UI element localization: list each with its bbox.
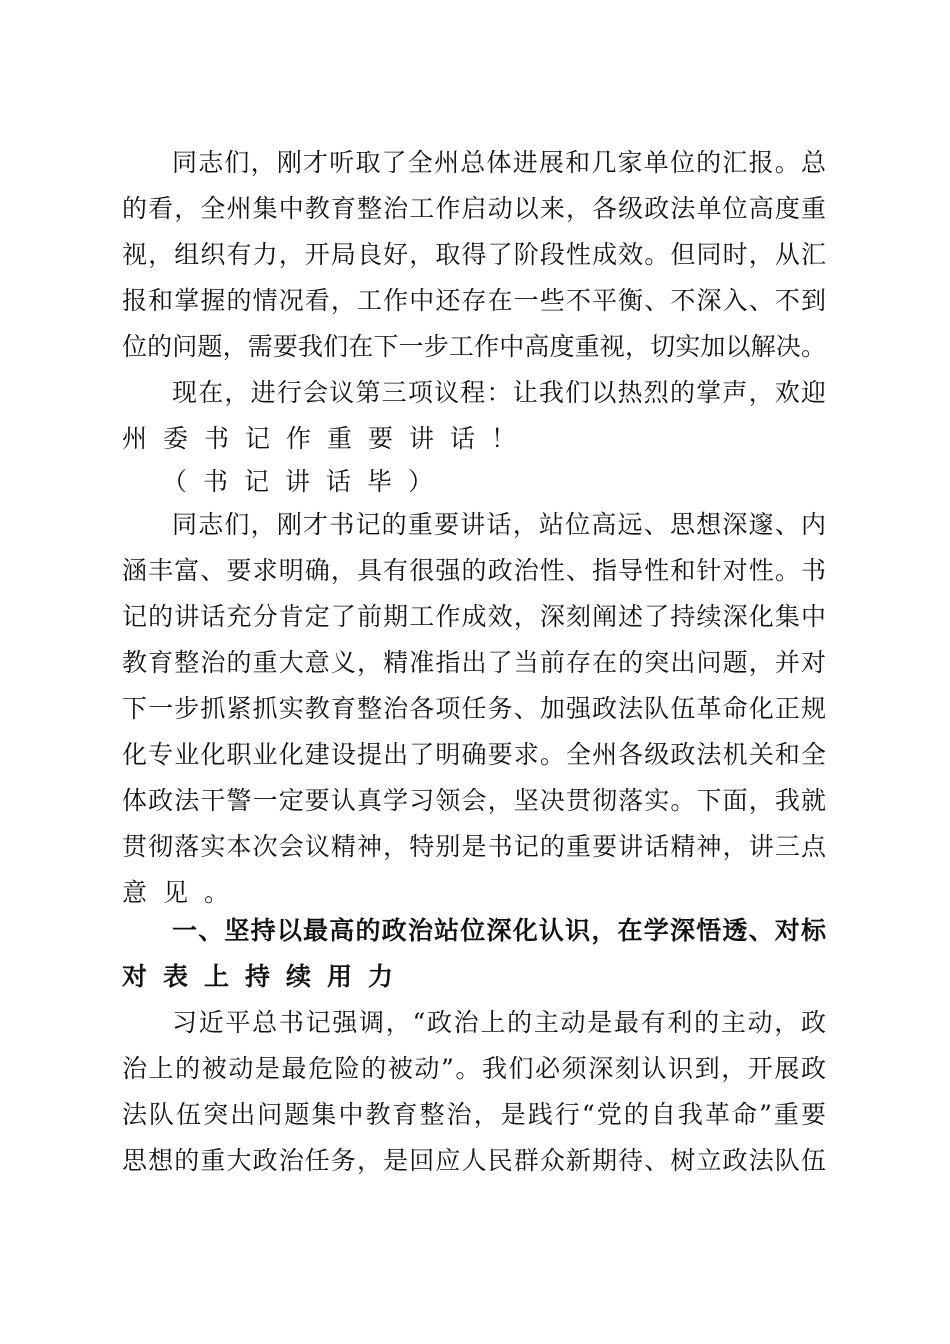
paragraph	[122, 502, 826, 916]
paragraph	[122, 370, 826, 462]
text-line: 法队伍突出问题集中教育整治，是践行“党的自我革命”重要	[122, 1100, 826, 1129]
text-line: 思想的重大政治任务，是回应人民群众新期待、树立政法队伍	[122, 1146, 826, 1175]
text-line: 现在，进行会议第三项议程：让我们以热烈的掌声，欢迎	[172, 378, 826, 407]
text-line: 化专业化职业化建设提出了明确要求。全州各级政法机关和全	[122, 740, 826, 769]
text-line: 涵丰富、要求明确，具有很强的政治性、指导性和针对性。书	[122, 556, 826, 585]
text-line: 同志们，刚才听取了全州总体进展和几家单位的汇报。总	[172, 148, 826, 177]
paragraph	[122, 140, 826, 370]
text-line: 意见。	[122, 878, 246, 907]
text-line: 同志们，刚才书记的重要讲话，站位高远、思想深邃、内	[172, 510, 826, 539]
text-line: 报和掌握的情况看，工作中还存在一些不平衡、不深入、不到	[122, 286, 826, 315]
text-line: 对表上持续用力	[122, 962, 410, 991]
text-line: 下一步抓紧抓实教育整治各项任务、加强政法队伍革命化正规	[122, 694, 826, 723]
section-heading	[122, 908, 826, 1000]
document-page	[122, 140, 826, 1184]
text-line: 州委书记作重要讲话！	[122, 424, 533, 453]
text-line: 贯彻落实本次会议精神，特别是书记的重要讲话精神，讲三点	[122, 832, 826, 861]
stage-remark	[122, 462, 826, 502]
paragraph	[122, 1000, 826, 1184]
text-line: 习近平总书记强调，“政治上的主动是最有利的主动，政	[172, 1008, 826, 1037]
text-line: 一、坚持以最高的政治站位深化认识，在学深悟透、对标	[172, 916, 826, 945]
text-line: 位的问题，需要我们在下一步工作中高度重视，切实加以解决。	[122, 332, 826, 361]
text-line: 体政法干警一定要认真学习领会，坚决贯彻落实。下面，我就	[122, 786, 826, 815]
text-line: （书记讲话毕）	[162, 467, 450, 496]
text-line: 记的讲话充分肯定了前期工作成效，深刻阐述了持续深化集中	[122, 602, 826, 631]
text-line: 的看，全州集中教育整治工作启动以来，各级政法单位高度重	[122, 194, 826, 223]
text-line: 教育整治的重大意义，精准指出了当前存在的突出问题，并对	[122, 648, 826, 677]
text-line: 视，组织有力，开局良好，取得了阶段性成效。但同时，从汇	[122, 240, 826, 269]
text-line: 治上的被动是最危险的被动”。我们必须深刻认识到，开展政	[122, 1054, 826, 1083]
